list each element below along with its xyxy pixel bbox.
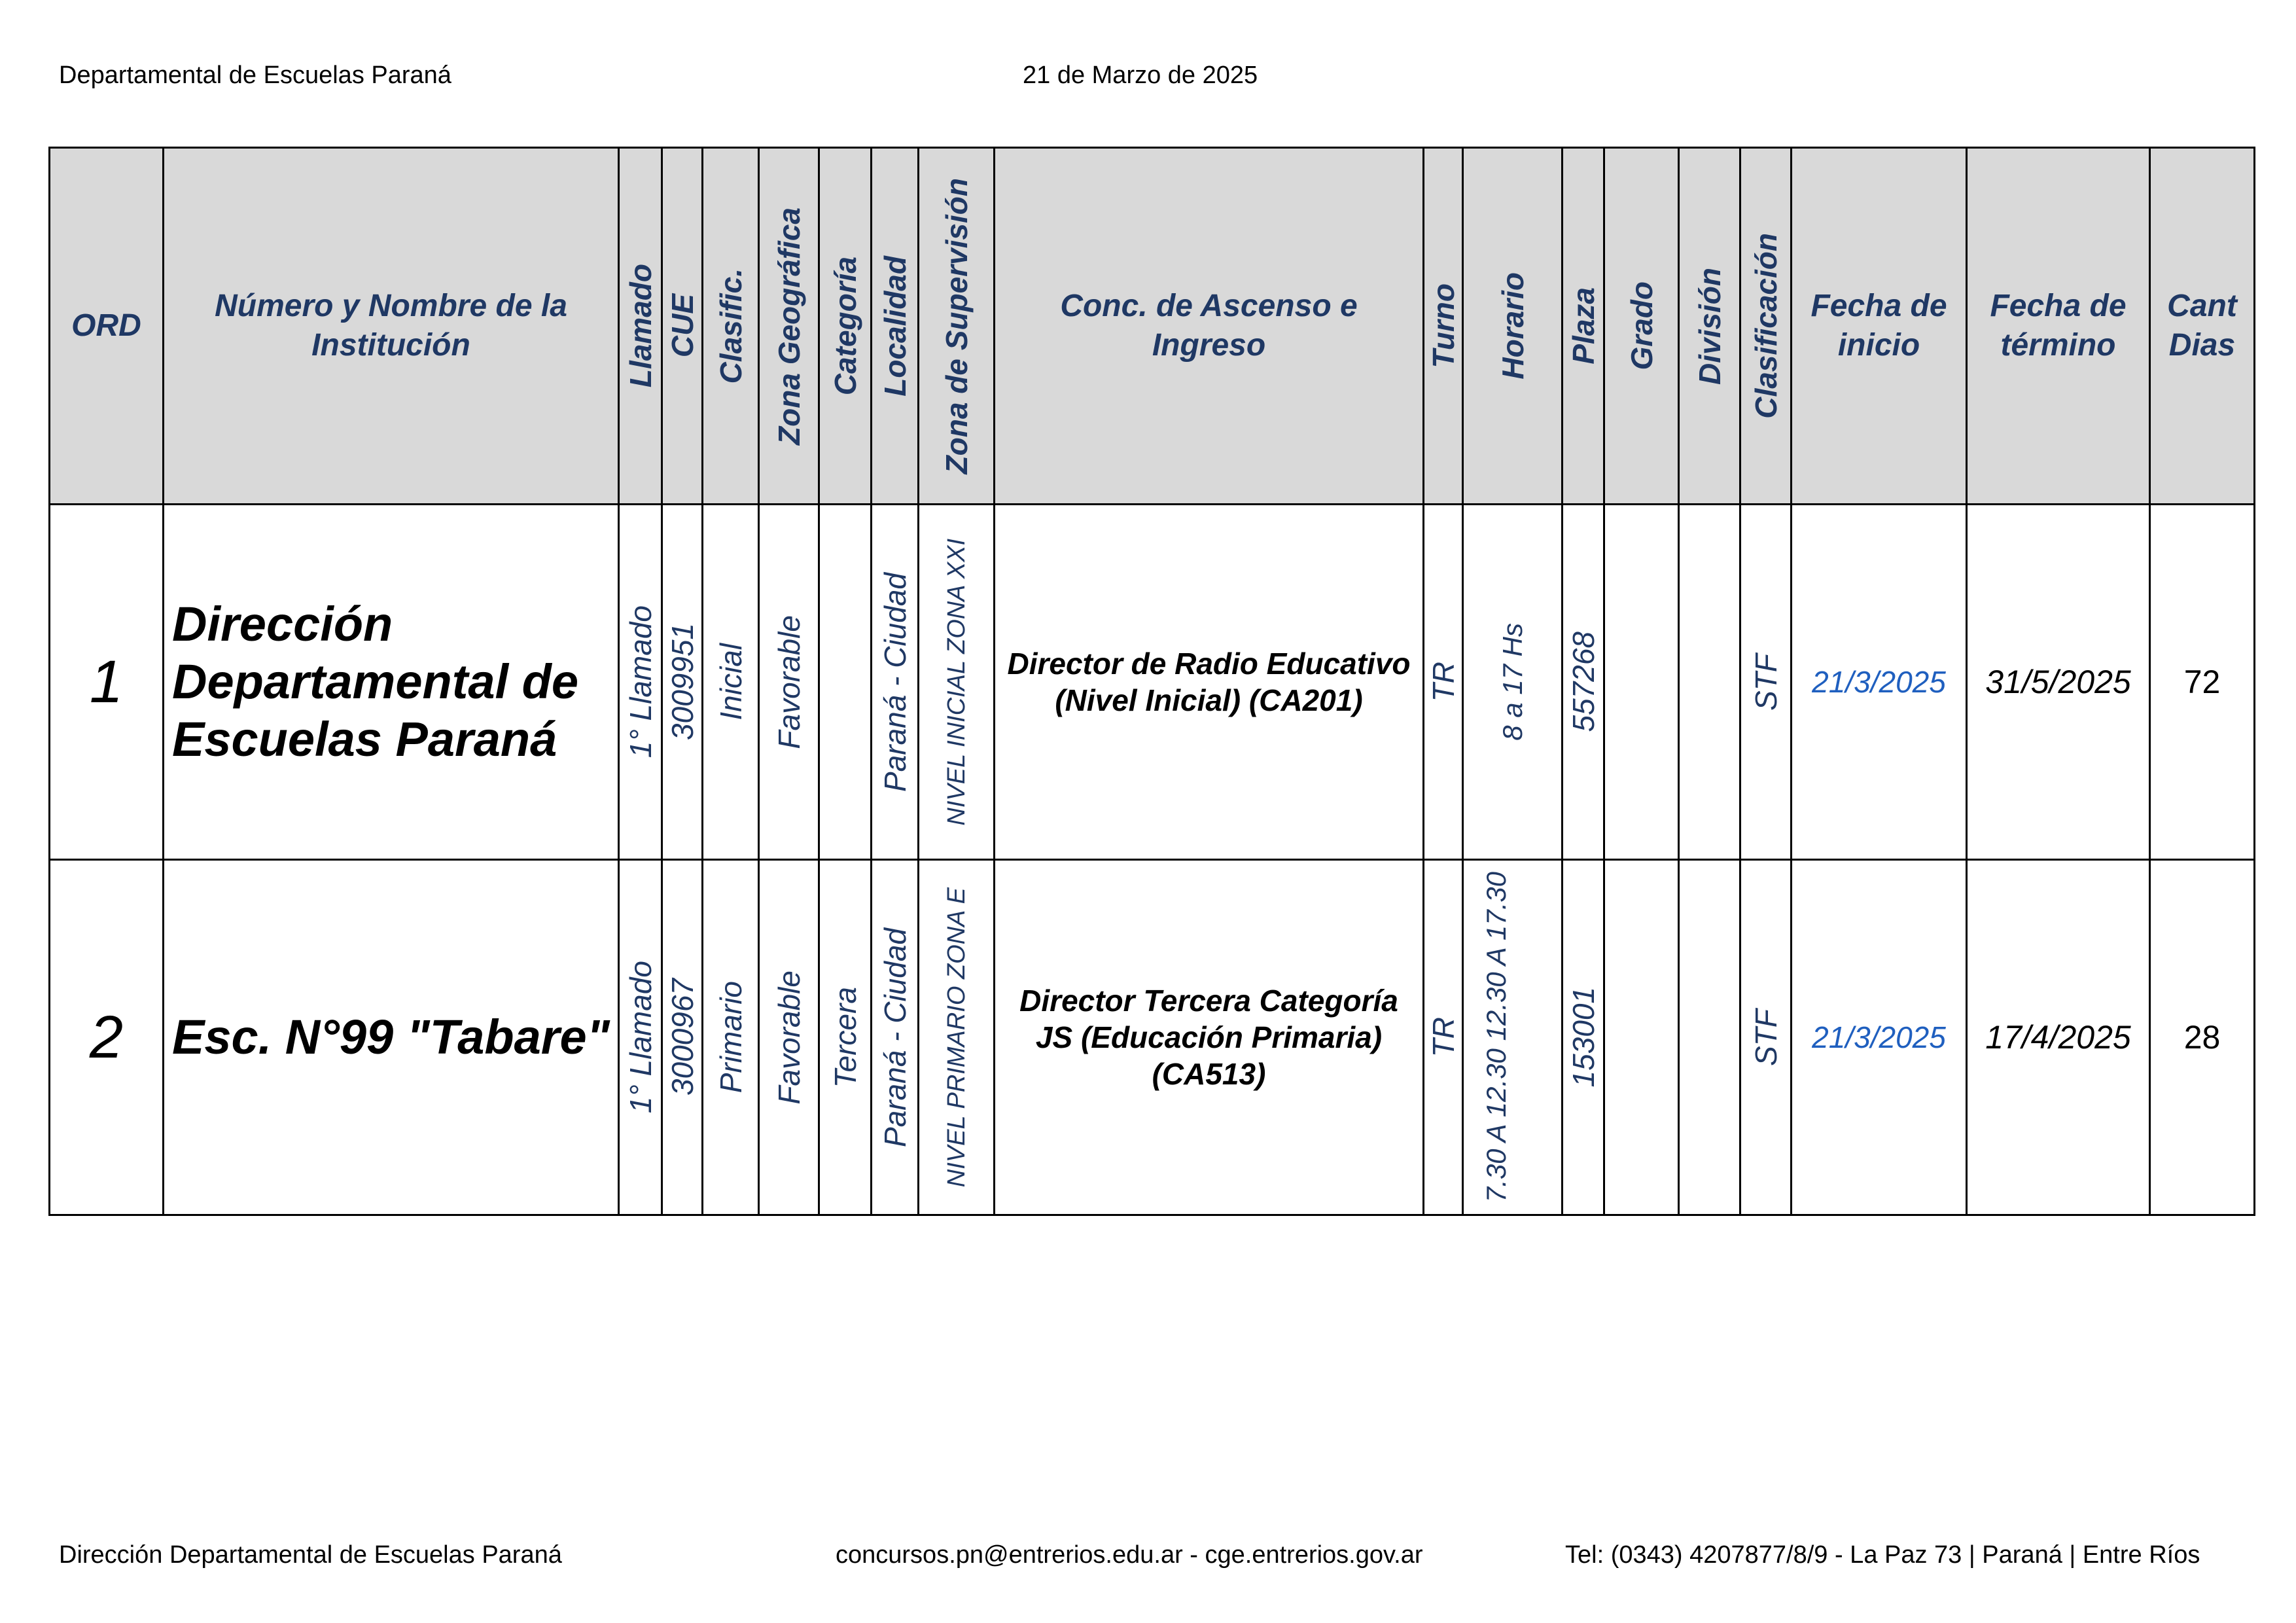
col-header-clasificacion	[1740, 148, 1792, 505]
cell-grado	[1604, 505, 1679, 860]
col-header-ord-label: ORD	[71, 308, 141, 343]
categoria-value: Tercera	[828, 986, 862, 1088]
col-header-cue	[662, 148, 703, 505]
cell-zona-sup	[919, 860, 995, 1215]
footer-contact-links: concursos.pn@entrerios.edu.ar - cge.entrerios.gov.ar	[836, 1541, 1423, 1569]
cell-horario	[1463, 505, 1563, 860]
col-header-horario	[1463, 148, 1563, 505]
table-header-row	[50, 148, 2255, 505]
cell-conc	[995, 860, 1424, 1215]
col-header-horario-label: Horario	[1495, 272, 1530, 380]
plaza-value: 153001	[1566, 987, 1600, 1088]
fecha-inicio-value: 21/3/2025	[1812, 665, 1946, 699]
col-header-grado-label: Grado	[1624, 281, 1659, 370]
cell-localidad	[872, 505, 919, 860]
cell-zona-geo	[759, 505, 819, 860]
col-header-plaza-label: Plaza	[1566, 287, 1600, 365]
zona-geo-value: Favorable	[771, 970, 806, 1105]
col-header-conc-label: Conc. de Ascenso e Ingreso	[1060, 289, 1358, 363]
cell-institucion	[164, 505, 619, 860]
cell-cue	[662, 505, 703, 860]
cell-clasif	[703, 505, 759, 860]
zona-sup-value: NIVEL PRIMARIO ZONA E	[942, 887, 970, 1188]
cell-ord	[50, 860, 164, 1215]
clasif-value: Primario	[713, 981, 748, 1094]
col-header-institucion-label: Número y Nombre de la Institución	[215, 289, 567, 363]
cell-categoria	[819, 860, 872, 1215]
col-header-clasif-label: Clasific.	[713, 268, 748, 384]
col-header-ord	[50, 148, 164, 505]
col-header-turno	[1424, 148, 1463, 505]
fecha-termino-value: 31/5/2025	[1985, 664, 2131, 700]
cell-institucion	[164, 860, 619, 1215]
llamado-value: 1° Llamado	[623, 605, 658, 758]
plaza-value: 557268	[1566, 632, 1600, 732]
cell-division	[1679, 505, 1740, 860]
col-header-fecha-inicio-label: Fecha de inicio	[1810, 289, 1947, 363]
horario-value: 8 a 17 Hs	[1496, 623, 1528, 741]
cant-dias-value: 28	[2183, 1019, 2221, 1056]
cell-horario	[1463, 860, 1563, 1215]
cell-turno	[1424, 860, 1463, 1215]
col-header-division-label: División	[1692, 267, 1727, 385]
fecha-inicio-value: 21/3/2025	[1812, 1020, 1946, 1054]
cell-llamado	[619, 505, 662, 860]
zona-sup-value: NIVEL INICIAL ZONA XXI	[942, 538, 970, 826]
col-header-localidad-label: Localidad	[877, 255, 912, 397]
col-header-conc	[995, 148, 1424, 505]
col-header-cant-dias	[2150, 148, 2255, 505]
table-row	[50, 505, 2255, 860]
col-header-fecha-termino-label: Fecha de término	[1990, 289, 2127, 363]
cell-clasificacion	[1740, 505, 1792, 860]
col-header-fecha-termino	[1967, 148, 2150, 505]
institution-name: Esc. N°99 "Tabare"	[172, 1010, 610, 1064]
ord-value: 2	[89, 1003, 124, 1071]
col-header-grado	[1604, 148, 1679, 505]
cell-zona-sup	[919, 505, 995, 860]
col-header-zona-sup	[919, 148, 995, 505]
header-institution: Departamental de Escuelas Paraná	[59, 62, 451, 89]
col-header-zona-geo-label: Zona Geográfica	[771, 207, 806, 445]
col-header-cue-label: CUE	[665, 294, 699, 358]
col-header-categoria-label: Categoría	[828, 256, 862, 396]
vacancies-table	[48, 147, 2255, 1216]
institution-name: Dirección Departamental de Escuelas Paraná	[172, 597, 578, 766]
cell-turno	[1424, 505, 1463, 860]
ord-value: 1	[89, 648, 124, 715]
col-header-institucion	[164, 148, 619, 505]
cue-value: 3000967	[665, 978, 699, 1096]
localidad-value: Paraná - Ciudad	[877, 927, 912, 1147]
col-header-plaza	[1563, 148, 1604, 505]
zona-geo-value: Favorable	[771, 615, 806, 749]
conc-value: Director de Radio Educativo (Nivel Inicial) (CA201)	[1007, 647, 1411, 717]
col-header-clasif	[703, 148, 759, 505]
cell-plaza	[1563, 505, 1604, 860]
horario-value: 7.30 A 12.30 12.30 A 17.30	[1480, 872, 1511, 1203]
col-header-clasificacion-label: Clasificación	[1748, 233, 1783, 419]
cell-localidad	[872, 860, 919, 1215]
table-row	[50, 860, 2255, 1215]
cell-clasificacion	[1740, 860, 1792, 1215]
footer-institution: Dirección Departamental de Escuelas Paraná	[59, 1541, 562, 1569]
col-header-zona-sup-label: Zona de Supervisión	[939, 177, 974, 474]
clasificacion-value: STF	[1748, 1008, 1783, 1066]
col-header-fecha-inicio	[1792, 148, 1967, 505]
turno-value: TR	[1426, 1017, 1460, 1058]
col-header-llamado	[619, 148, 662, 505]
clasif-value: Inicial	[713, 643, 748, 721]
cell-ord	[50, 505, 164, 860]
cell-fecha-termino	[1967, 505, 2150, 860]
cell-grado	[1604, 860, 1679, 1215]
cell-cue	[662, 860, 703, 1215]
col-header-categoria	[819, 148, 872, 505]
col-header-cant-dias-label: Cant Dias	[2167, 289, 2237, 363]
cell-fecha-termino	[1967, 860, 2150, 1215]
cant-dias-value: 72	[2183, 664, 2221, 700]
col-header-zona-geo	[759, 148, 819, 505]
llamado-value: 1° Llamado	[623, 961, 658, 1114]
cell-zona-geo	[759, 860, 819, 1215]
col-header-llamado-label: Llamado	[623, 264, 658, 388]
turno-value: TR	[1426, 662, 1460, 702]
header-date: 21 de Marzo de 2025	[1023, 62, 1258, 89]
col-header-turno-label: Turno	[1426, 283, 1460, 368]
localidad-value: Paraná - Ciudad	[877, 572, 912, 792]
clasificacion-value: STF	[1748, 653, 1783, 711]
cell-plaza	[1563, 860, 1604, 1215]
cell-division	[1679, 860, 1740, 1215]
cell-fecha-inicio	[1792, 505, 1967, 860]
cell-llamado	[619, 860, 662, 1215]
cell-clasif	[703, 860, 759, 1215]
cell-categoria	[819, 505, 872, 860]
cell-cant-dias	[2150, 505, 2255, 860]
cue-value: 3009951	[665, 623, 699, 741]
footer-address: Tel: (0343) 4207877/8/9 - La Paz 73 | Paraná | Entre Ríos	[1565, 1541, 2200, 1569]
cell-conc	[995, 505, 1424, 860]
conc-value: Director Tercera Categoría JS (Educación Primaria) (CA513)	[1019, 984, 1398, 1091]
col-header-localidad	[872, 148, 919, 505]
cell-cant-dias	[2150, 860, 2255, 1215]
cell-fecha-inicio	[1792, 860, 1967, 1215]
col-header-division	[1679, 148, 1740, 505]
fecha-termino-value: 17/4/2025	[1985, 1019, 2131, 1056]
